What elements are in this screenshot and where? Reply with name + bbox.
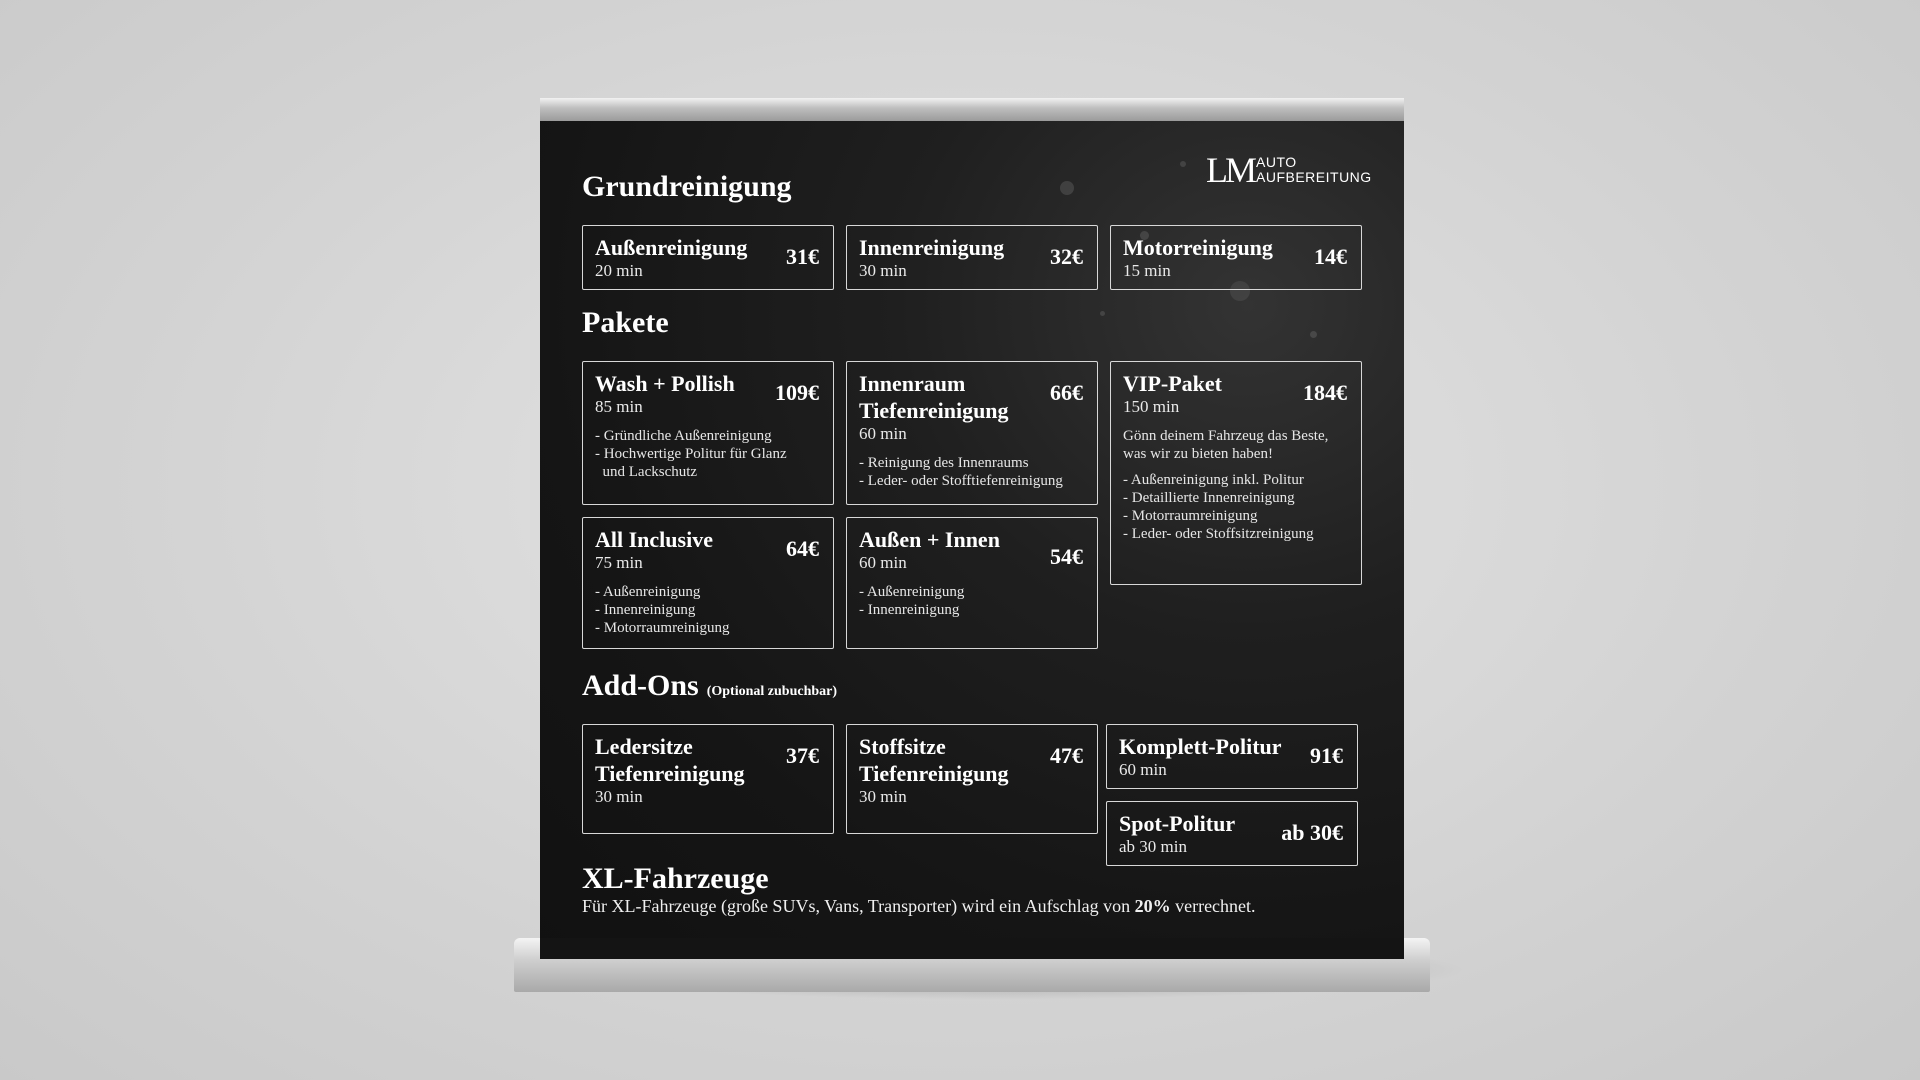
- addon-duration: ab 30 min: [1119, 837, 1187, 856]
- package-feature: - Leder- oder Stoffsitzreinigung: [1123, 526, 1314, 542]
- package-feature: - Motorraumreinigung: [1123, 508, 1258, 524]
- section-title-xl: XL-Fahrzeuge: [582, 862, 769, 895]
- package-card-wash: [582, 361, 834, 505]
- xl-text-before: Für XL-Fahrzeuge (große SUVs, Vans, Transporter) wird ein Aufschlag von: [582, 896, 1135, 916]
- package-title: Außen + Innen: [859, 527, 1000, 552]
- section-title-basic: Grundreinigung: [582, 170, 792, 203]
- package-feature: - Detaillierte Innenreinigung: [1123, 490, 1295, 506]
- package-price: 54€: [1050, 544, 1083, 569]
- package-price: 64€: [786, 536, 819, 561]
- service-price: 14€: [1314, 244, 1347, 269]
- package-description: Gönn deinem Fahrzeug das Beste, was wir zu bieten haben!: [1123, 428, 1329, 462]
- addon-price: ab 30€: [1281, 820, 1343, 845]
- package-duration: 150 min: [1123, 397, 1180, 416]
- package-price: 184€: [1303, 380, 1347, 405]
- service-duration: 20 min: [595, 261, 643, 280]
- package-title: Innenraum Tiefenreinigung: [859, 371, 1009, 423]
- addons-heading: Add-Ons: [582, 669, 699, 702]
- addon-title: Komplett-Politur: [1119, 734, 1282, 759]
- package-feature-list: [595, 427, 821, 481]
- package-feature: und Lackschutz: [595, 464, 698, 480]
- package-feature: - Leder- oder Stofftiefenreinigung: [859, 473, 1063, 489]
- service-price: 31€: [786, 244, 819, 269]
- package-feature: - Außenreinigung inkl. Politur: [1123, 472, 1304, 488]
- package-title: All Inclusive: [595, 527, 713, 552]
- addon-card-leder: [582, 724, 834, 834]
- service-card: [1110, 225, 1362, 290]
- addon-card-stoff: [846, 724, 1098, 834]
- package-feature: - Gründliche Außenreinigung: [595, 428, 772, 444]
- bokeh-speck: [1310, 331, 1317, 338]
- addon-duration: 30 min: [595, 787, 643, 806]
- xl-text-after: verrechnet.: [1170, 896, 1256, 916]
- addon-price: 91€: [1310, 743, 1343, 768]
- package-feature-list: [859, 583, 1085, 619]
- addon-price: 47€: [1050, 743, 1083, 768]
- bokeh-speck: [1100, 311, 1105, 316]
- package-duration: 60 min: [859, 424, 907, 443]
- addons-note: (Optional zubuchbar): [706, 684, 838, 699]
- package-duration: 60 min: [859, 553, 907, 572]
- bokeh-speck: [1180, 161, 1186, 167]
- package-feature: - Motorraumreinigung: [595, 620, 730, 636]
- addon-title: Spot-Politur: [1119, 811, 1236, 836]
- banner-base-lip: [540, 938, 1404, 959]
- package-feature: - Außenreinigung: [595, 584, 701, 600]
- addon-duration: 30 min: [859, 787, 907, 806]
- package-title: VIP-Paket: [1123, 371, 1222, 396]
- banner-top-rail: [540, 98, 1404, 121]
- addon-title: Ledersitze Tiefenreinigung: [595, 734, 745, 786]
- package-price: 66€: [1050, 380, 1083, 405]
- logo-line-2: AUFBEREITUNG: [1256, 169, 1372, 185]
- package-feature: - Außenreinigung: [859, 584, 965, 600]
- package-price: 109€: [775, 380, 819, 405]
- brand-logo: [1206, 151, 1376, 191]
- xl-percent: 20%: [1134, 896, 1171, 916]
- package-feature-list: [595, 583, 821, 637]
- price-banner: [540, 121, 1404, 959]
- package-duration: 75 min: [595, 553, 643, 572]
- section-title-packages: Pakete: [582, 306, 669, 339]
- service-title: Motorreinigung: [1123, 235, 1273, 260]
- package-feature-list: [859, 454, 1085, 490]
- package-title: Wash + Pollish: [595, 371, 735, 396]
- package-card-aussen-innen: [846, 517, 1098, 649]
- bokeh-speck: [1060, 181, 1074, 195]
- addon-card-komplett-politur: [1106, 724, 1358, 789]
- service-card: [846, 225, 1098, 290]
- package-card-all-inclusive: [582, 517, 834, 649]
- service-card: [582, 225, 834, 290]
- package-duration: 85 min: [595, 397, 643, 416]
- addon-card-spot-politur: [1106, 801, 1358, 866]
- logo-line-1: AUTO: [1256, 154, 1297, 170]
- service-duration: 15 min: [1123, 261, 1171, 280]
- package-feature-list: [1123, 471, 1349, 543]
- logo-mark: LM: [1206, 150, 1254, 190]
- package-feature: - Reinigung des Innenraums: [859, 455, 1029, 471]
- service-title: Innenreinigung: [859, 235, 1005, 260]
- service-title: Außenreinigung: [595, 235, 748, 260]
- package-feature: - Innenreinigung: [859, 602, 960, 618]
- xl-surcharge-note: [582, 895, 1256, 917]
- addon-duration: 60 min: [1119, 760, 1167, 779]
- package-feature: - Hochwertige Politur für Glanz: [595, 446, 787, 462]
- package-card-innenraum: [846, 361, 1098, 505]
- addon-price: 37€: [786, 743, 819, 768]
- addon-title: Stoffsitze Tiefenreinigung: [859, 734, 1009, 786]
- section-title-addons: [582, 669, 837, 709]
- package-feature: - Innenreinigung: [595, 602, 696, 618]
- package-card-vip: [1110, 361, 1362, 585]
- service-price: 32€: [1050, 244, 1083, 269]
- service-duration: 30 min: [859, 261, 907, 280]
